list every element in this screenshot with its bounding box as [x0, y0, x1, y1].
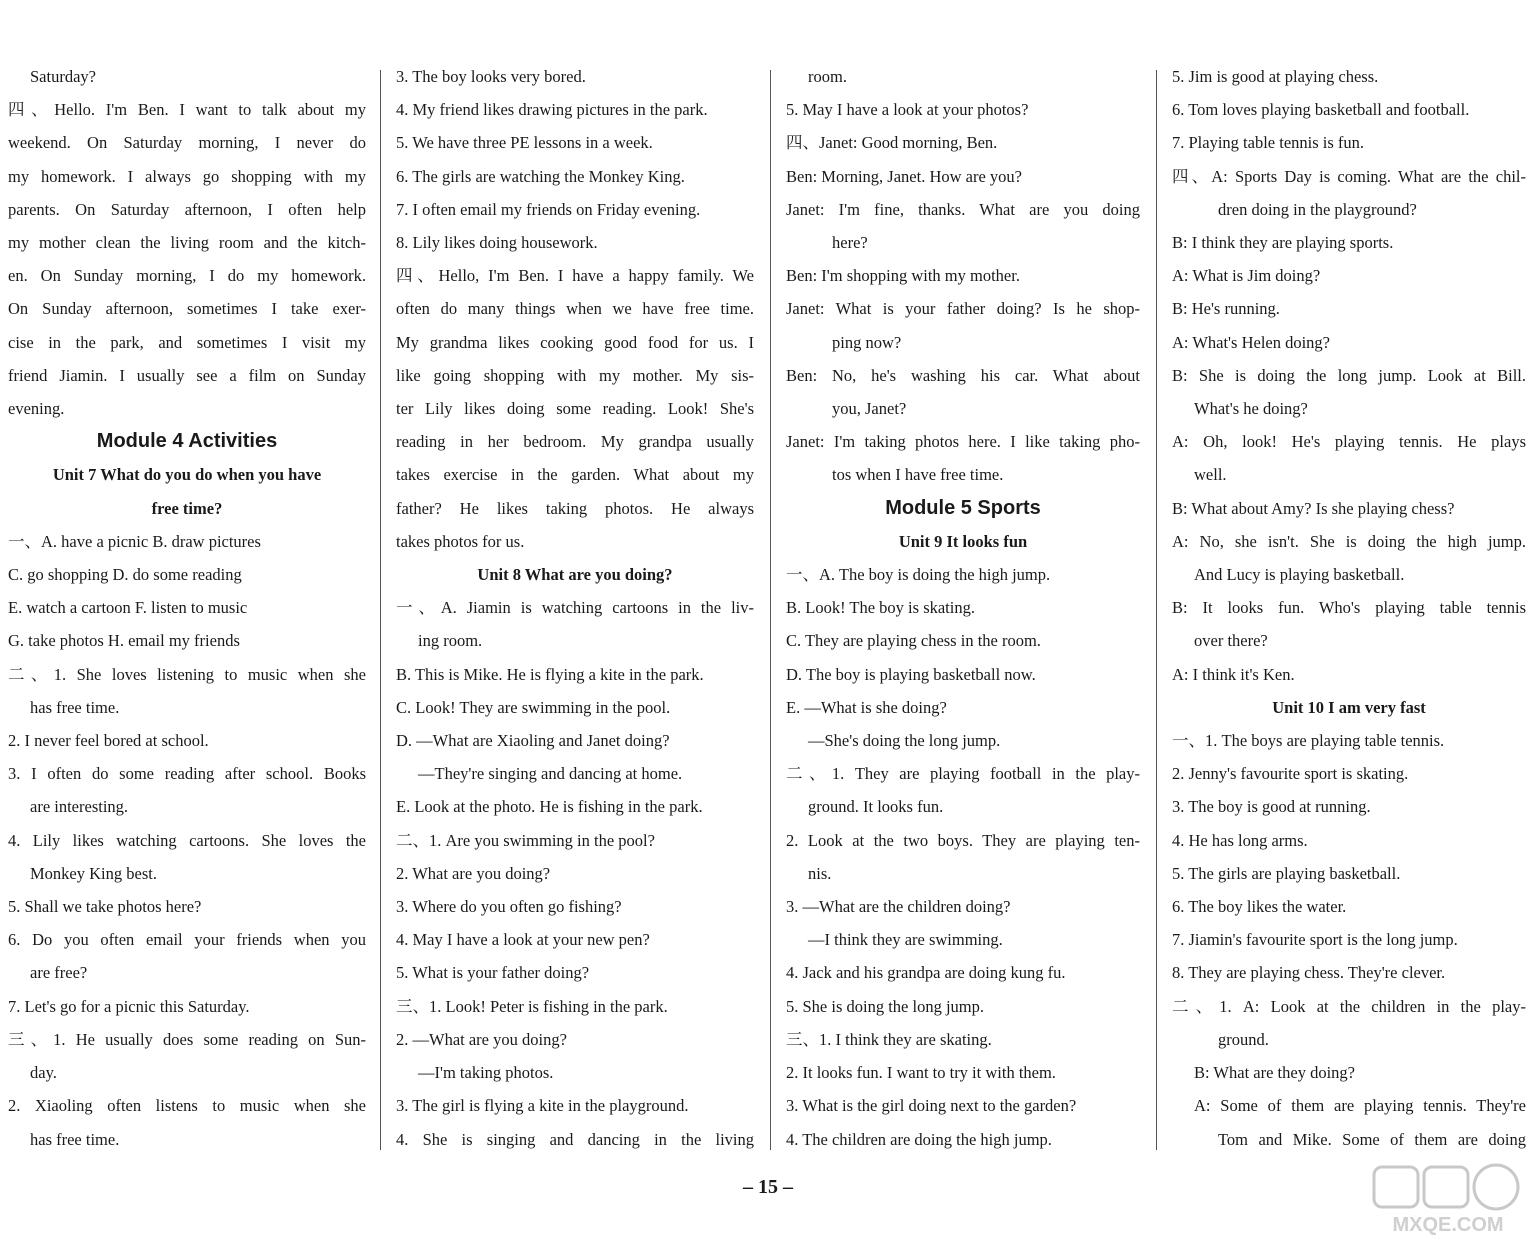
text-line: Ben: Morning, Janet. How are you?: [786, 166, 1022, 186]
text-line: 4. The children are doing the high jump.: [786, 1129, 1052, 1149]
text-line: 二、1. They are playing football in the play-: [786, 764, 1140, 784]
text-line: A: What's Helen doing?: [1172, 332, 1331, 352]
text-line: Monkey King best.: [30, 863, 157, 883]
text-line: What's he doing?: [1194, 399, 1308, 419]
text-line: B: I think they are playing sports.: [1172, 233, 1394, 253]
page-number: – 15 –: [743, 1176, 793, 1198]
column-divider: [770, 70, 771, 1150]
text-line: 5. Jim is good at playing chess.: [1172, 67, 1379, 86]
text-line: A: Oh, look! He's playing tennis. He plays: [1172, 432, 1526, 452]
text-column-4: [1172, 60, 1526, 1156]
text-line: A: No, she isn't. She is doing the high jump.: [1172, 531, 1526, 551]
text-line: friend Jiamin. I usually see a film on Sunday: [8, 365, 366, 385]
text-line: 3. Where do you often go fishing?: [396, 897, 622, 917]
text-line: 5. We have three PE lessons in a week.: [396, 133, 653, 153]
text-column-3: [786, 60, 1140, 1156]
text-line: 2. It looks fun. I want to try it with them.: [786, 1063, 1056, 1083]
text-line: 5. Shall we take photos here?: [8, 897, 202, 917]
text-line: 一、A. The boy is doing the high jump.: [786, 565, 1051, 585]
text-column-1: [8, 60, 366, 1156]
text-line: 三、1. Look! Peter is fishing in the park.: [396, 996, 668, 1016]
text-line: B: She is doing the long jump. Look at Bill.: [1172, 365, 1526, 385]
text-line: A: I think it's Ken.: [1172, 664, 1295, 684]
text-line: like going shopping with my mother. My sis-: [396, 365, 754, 385]
text-column-2: [396, 60, 754, 1156]
text-line: 7. Jiamin's favourite sport is the long jump.: [1172, 930, 1458, 950]
text-line: 4. He has long arms.: [1172, 830, 1308, 850]
text-line: B. This is Mike. He is flying a kite in the park.: [396, 664, 704, 684]
text-line: 5. What is your father doing?: [396, 963, 590, 983]
text-line: 2. What are you doing?: [396, 863, 551, 883]
unit-heading: Unit 9 It looks fun: [898, 531, 1028, 551]
text-line: 8. Lily likes doing housework.: [396, 233, 598, 253]
text-line: 一、A. Jiamin is watching cartoons in the liv-: [396, 598, 754, 618]
text-line: 三、1. I think they are skating.: [786, 1029, 992, 1049]
text-line: D. —What are Xiaoling and Janet doing?: [396, 731, 670, 751]
text-line: B: What about Amy? Is she playing chess?: [1172, 498, 1455, 518]
text-line: cise in the park, and sometimes I visit my: [8, 332, 366, 352]
text-line: 5. The girls are playing basketball.: [1172, 863, 1401, 883]
text-line: 2. Jenny's favourite sport is skating.: [1172, 764, 1409, 784]
svg-text:MXQE.COM: MXQE.COM: [1392, 1214, 1504, 1236]
text-line: A: Some of them are playing tennis. They're: [1194, 1096, 1526, 1116]
text-line: Tom and Mike. Some of them are doing: [1218, 1129, 1526, 1149]
text-line: A: What is Jim doing?: [1172, 266, 1321, 286]
text-line: you, Janet?: [832, 399, 907, 419]
text-line: 4. She is singing and dancing in the living: [396, 1129, 754, 1149]
text-line: tos when I have free time.: [832, 465, 1004, 485]
text-line: 3. The boy looks very bored.: [396, 67, 586, 86]
text-line: has free time.: [30, 697, 120, 717]
text-line: en. On Sunday morning, I do my homework.: [8, 266, 366, 286]
text-line: Saturday?: [30, 67, 96, 86]
unit-heading: Unit 7 What do you do when you have: [52, 465, 322, 485]
text-line: reading in her bedroom. My grandpa usually: [396, 432, 754, 452]
text-line: —She's doing the long jump.: [808, 731, 1001, 751]
text-line: evening.: [8, 399, 65, 419]
column-divider: [380, 70, 381, 1150]
unit-heading: Unit 8 What are you doing?: [477, 565, 673, 585]
text-line: parents. On Saturday afternoon, I often help: [8, 199, 366, 219]
text-line: 3. I often do some reading after school. Books: [8, 764, 366, 784]
text-line: 二、1. A: Look at the children in the play-: [1172, 996, 1526, 1016]
unit-heading: Unit 10 I am very fast: [1272, 697, 1426, 717]
text-line: B: What are they doing?: [1194, 1063, 1355, 1083]
text-line: often do many things when we have free time.: [396, 299, 754, 319]
text-line: here?: [832, 233, 868, 253]
text-line: Ben: No, he's washing his car. What about: [786, 365, 1140, 385]
text-line: my homework. I always go shopping with my: [8, 166, 366, 186]
text-line: —I'm taking photos.: [418, 1063, 554, 1083]
text-line: 一、A. have a picnic B. draw pictures: [8, 531, 261, 551]
text-line: 二、1. She loves listening to music when she: [8, 664, 366, 684]
text-line: E. —What is she doing?: [786, 697, 947, 717]
text-line: 3. What is the girl doing next to the garden?: [786, 1096, 1077, 1116]
text-line: takes photos for us.: [396, 531, 525, 551]
text-line: day.: [30, 1063, 57, 1083]
text-line: dren doing in the playground?: [1218, 199, 1417, 219]
text-line: 2. —What are you doing?: [396, 1029, 567, 1049]
text-line: —They're singing and dancing at home.: [418, 764, 683, 784]
text-line: father? He likes taking photos. He always: [396, 498, 754, 518]
text-line: ing room.: [418, 631, 483, 651]
module-heading: Module 4 Activities: [96, 430, 278, 453]
text-line: 四、A: Sports Day is coming. What are the chil-: [1172, 166, 1526, 186]
text-line: 6. Do you often email your friends when you: [8, 930, 366, 950]
text-line: 四、Hello, I'm Ben. I have a happy family. We: [396, 266, 754, 286]
text-line: 7. Let's go for a picnic this Saturday.: [8, 996, 250, 1016]
text-line: Janet: I'm taking photos here. I like taking pho-: [786, 432, 1140, 452]
text-line: my mother clean the living room and the kitch-: [8, 233, 366, 253]
text-line: C. Look! They are swimming in the pool.: [396, 697, 671, 717]
text-line: E. Look at the photo. He is fishing in the park.: [396, 797, 703, 817]
text-line: 4. May I have a look at your new pen?: [396, 930, 650, 950]
text-line: ground.: [1218, 1029, 1269, 1049]
text-line: 5. She is doing the long jump.: [786, 996, 984, 1016]
text-line: B: It looks fun. Who's playing table tennis: [1172, 598, 1526, 618]
text-line: B: He's running.: [1172, 299, 1280, 319]
text-line: 3. The girl is flying a kite in the playground.: [396, 1096, 689, 1116]
text-line: 5. May I have a look at your photos?: [786, 100, 1029, 120]
text-line: weekend. On Saturday morning, I never do: [8, 133, 366, 153]
text-line: C. go shopping D. do some reading: [8, 565, 242, 585]
text-line: 2. I never feel bored at school.: [8, 731, 209, 751]
text-line: 4. My friend likes drawing pictures in the park.: [396, 100, 708, 120]
text-line: E. watch a cartoon F. listen to music: [8, 598, 248, 618]
text-line: 6. The boy likes the water.: [1172, 897, 1347, 917]
column-divider: [1156, 70, 1157, 1150]
text-line: 四、Hello. I'm Ben. I want to talk about my: [8, 100, 366, 120]
text-line: ping now?: [832, 332, 902, 352]
text-line: And Lucy is playing basketball.: [1194, 565, 1405, 585]
text-line: C. They are playing chess in the room.: [786, 631, 1041, 651]
text-line: 一、1. The boys are playing table tennis.: [1172, 731, 1445, 751]
text-line: room.: [808, 67, 847, 86]
text-line: On Sunday afternoon, sometimes I take exer-: [8, 299, 366, 319]
text-line: —I think they are swimming.: [808, 930, 1003, 950]
text-line: 6. Tom loves playing basketball and football.: [1172, 100, 1470, 120]
text-line: 4. Jack and his grandpa are doing kung fu.: [786, 963, 1066, 983]
text-line: well.: [1194, 465, 1227, 485]
text-line: are free?: [30, 963, 88, 983]
text-line: 2. Look at the two boys. They are playing ten-: [786, 830, 1140, 850]
text-line: are interesting.: [30, 797, 129, 817]
text-line: 三、1. He usually does some reading on Sun-: [8, 1029, 366, 1049]
text-line: has free time.: [30, 1129, 120, 1149]
text-line: Janet: What is your father doing? Is he shop-: [786, 299, 1140, 319]
text-line: nis.: [808, 863, 832, 883]
watermark-logo: [1368, 1159, 1528, 1239]
text-line: 四、Janet: Good morning, Ben.: [786, 133, 998, 153]
text-line: 8. They are playing chess. They're clever.: [1172, 963, 1446, 983]
text-line: 二、1. Are you swimming in the pool?: [396, 830, 655, 850]
text-line: B. Look! The boy is skating.: [786, 598, 975, 618]
text-line: 7. Playing table tennis is fun.: [1172, 133, 1365, 153]
text-line: 3. The boy is good at running.: [1172, 797, 1371, 817]
text-line: Ben: I'm shopping with my mother.: [786, 266, 1020, 286]
text-line: My grandma likes cooking good food for us. I: [396, 332, 754, 352]
text-line: 7. I often email my friends on Friday evening.: [396, 199, 701, 219]
text-line: 4. Lily likes watching cartoons. She loves the: [8, 830, 366, 850]
text-line: 6. The girls are watching the Monkey King.: [396, 166, 685, 186]
text-line: Janet: I'm fine, thanks. What are you doing: [786, 199, 1140, 219]
text-line: ground. It looks fun.: [808, 797, 944, 817]
text-line: D. The boy is playing basketball now.: [786, 664, 1036, 684]
text-line: ter Lily likes doing some reading. Look! She's: [396, 399, 754, 419]
text-line: over there?: [1194, 631, 1268, 651]
text-line: 3. —What are the children doing?: [786, 897, 1011, 917]
unit-heading: free time?: [151, 498, 223, 518]
module-heading: Module 5 Sports: [885, 496, 1041, 519]
text-line: takes exercise in the garden. What about my: [396, 465, 754, 485]
text-line: 2. Xiaoling often listens to music when she: [8, 1096, 366, 1116]
text-line: G. take photos H. email my friends: [8, 631, 240, 651]
